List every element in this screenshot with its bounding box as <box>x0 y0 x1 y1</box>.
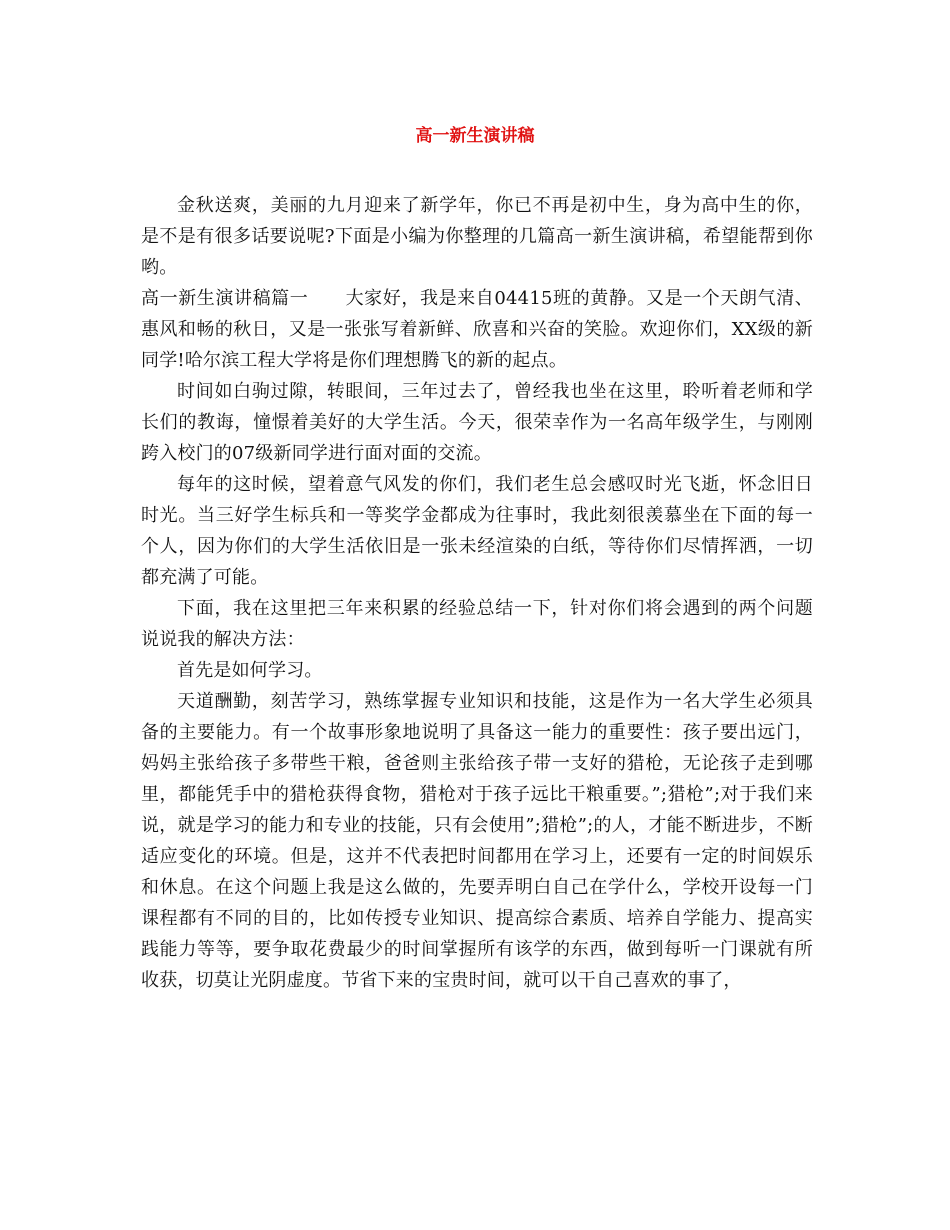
document-body <box>141 190 813 996</box>
paragraph-diligence: 天道酬勤，刻苦学习，熟练掌握专业知识和技能，这是作为一名大学生必须具备的主要能力。有一个故事形象地说明了具备这一能力的重要性：孩子要出远门，妈妈主张给孩子多带些干粮，爸爸则主张给孩子带一支好的猎枪，无论孩子走到哪里，都能凭手中的猎枪获得食物，猎枪对于孩子远比干粮重要。”;猎枪”;对于我们来说，就是学习的能力和专业的技能，只有会使用”;猎枪”;的人，才能不断进步，不断适应变化的环境。但是，这并不代表把时间都用在学习上，还要有一定的时间娱乐和休息。在这个问题上我是这么做的，先要弄明白自己在学什么，学校开设每一门课程都有不同的目的，比如传授专业知识、提高综合素质、培养自学能力、提高实践能力等等，要争取花费最少的时间掌握所有该学的东西，做到每听一门课就有所收获，切莫让光阴虚度。节省下来的宝贵时间，就可以干自己喜欢的事了， <box>141 691 813 991</box>
paragraph-every-year: 每年的这时候，望着意气风发的你们，我们老生总会感叹时光飞逝，怀念旧日时光。当三好学生标兵和一等奖学金都成为往事时，我此刻很羡慕坐在下面的每一个人，因为你们的大学生活依旧是一张未经渲染的白纸，等待你们尽情挥洒，一切都充满了可能。 <box>141 474 813 588</box>
document-title: 高一新生演讲稿 <box>415 126 535 146</box>
paragraph-how-to-study: 首先是如何学习。 <box>177 660 323 681</box>
paragraph-summary-intro: 下面，我在这里把三年来积累的经验总结一下，针对你们将会遇到的两个问题说说我的解决方法： <box>141 598 813 650</box>
paragraph-intro: 金秋送爽，美丽的九月迎来了新学年，你已不再是初中生，身为高中生的你，是不是有很多话要说呢?下面是小编为你整理的几篇高一新生演讲稿，希望能帮到你哟。 <box>141 195 813 278</box>
paragraph-speech-one-opening: 高一新生演讲稿篇一 大家好，我是来自04415班的黄静。又是一个天朗气清、惠风和畅的秋日，又是一张张写着新鲜、欣喜和兴奋的笑脸。欢迎你们，XX级的新同学!哈尔滨工程大学将是你们理想腾飞的新的起点。 <box>141 288 813 371</box>
paragraph-time-passes: 时间如白驹过隙，转眼间，三年过去了，曾经我也坐在这里，聆听着老师和学长们的教诲，憧憬着美好的大学生活。今天，很荣幸作为一名高年级学生，与刚刚跨入校门的07级新同学进行面对面的交流。 <box>141 381 813 464</box>
